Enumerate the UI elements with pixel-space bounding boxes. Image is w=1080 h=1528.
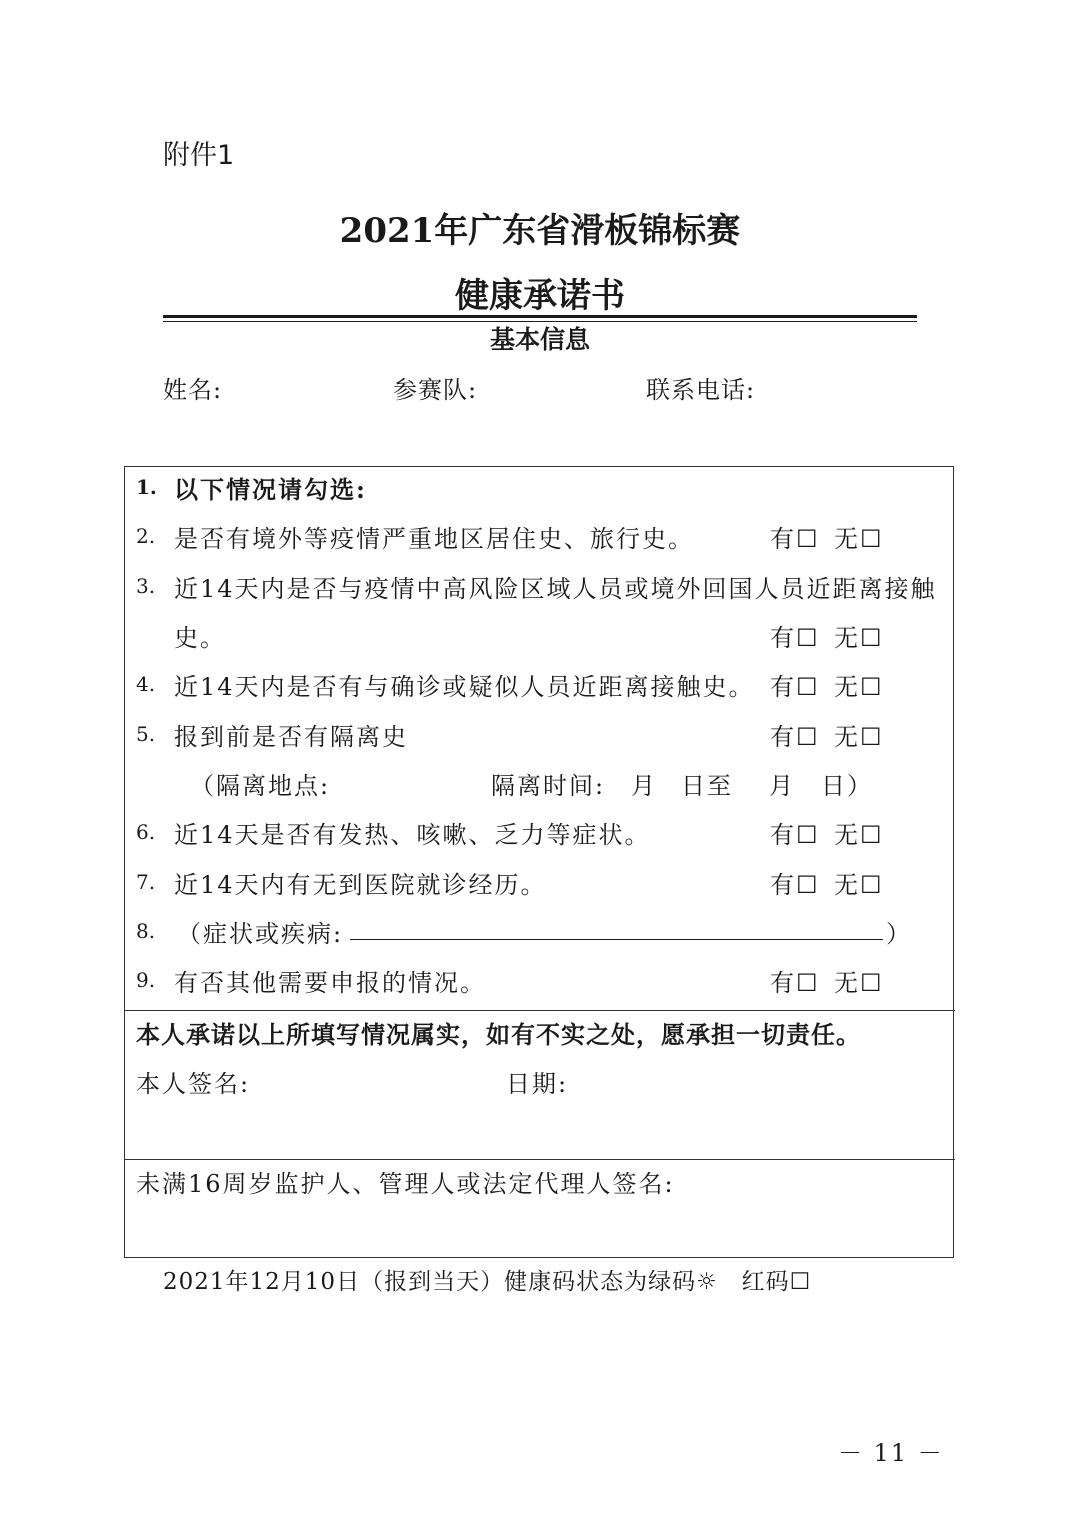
item-3-yes-checkbox[interactable]: 有☐ — [770, 624, 820, 652]
date-label: 日期: — [506, 1070, 569, 1098]
document-title: 2021年广东省滑板锦标赛 — [339, 211, 741, 251]
symptom-fill-line[interactable] — [350, 939, 883, 940]
item-2-yes-checkbox[interactable]: 有☐ — [770, 525, 820, 553]
item-9-text: 有否其他需要申报的情况。 — [174, 969, 486, 997]
item-5-yes-checkbox[interactable]: 有☐ — [770, 723, 820, 751]
item-4-yes-checkbox[interactable]: 有☐ — [770, 673, 820, 701]
item-1-number: 1. — [136, 475, 157, 499]
form-divider-pledge — [124, 1010, 955, 1011]
health-code-statement: 2021年12月10日（报到当天）健康码状态为绿码☼ 红码☐ — [163, 1269, 812, 1295]
isolation-start-day-to: 日至 — [681, 772, 733, 800]
item-5-text: 报到前是否有隔离史 — [174, 723, 408, 751]
item-7-no-checkbox[interactable]: 无☐ — [834, 871, 884, 899]
isolation-end-month: 月 — [769, 772, 795, 800]
title-rule-thick — [163, 315, 917, 318]
isolation-time-label: 隔离时间: — [491, 772, 606, 800]
team-field-label: 参赛队: — [393, 376, 478, 404]
item-6-no-checkbox[interactable]: 无☐ — [834, 821, 884, 849]
item-3-no-checkbox[interactable]: 无☐ — [834, 624, 884, 652]
item-4-text: 近14天内是否有与确诊或疑似人员近距离接触史。 — [174, 673, 755, 701]
item-8-text: （症状或疾病: — [177, 920, 344, 948]
signature-label: 本人签名: — [136, 1070, 251, 1098]
page-number: － 11 － — [838, 1439, 944, 1467]
item-5-number: 5. — [136, 722, 156, 746]
section-heading: 基本信息 — [489, 325, 590, 354]
item-2-no-checkbox[interactable]: 无☐ — [834, 525, 884, 553]
item-4-no-checkbox[interactable]: 无☐ — [834, 673, 884, 701]
isolation-end-day: 日） — [821, 772, 873, 800]
item-9-no-checkbox[interactable]: 无☐ — [834, 969, 884, 997]
item-3-text-continued: 史。 — [174, 624, 226, 652]
document-subtitle: 健康承诺书 — [455, 276, 625, 316]
item-2-text: 是否有境外等疫情严重地区居住史、旅行史。 — [174, 525, 694, 553]
form-divider-guardian — [124, 1159, 955, 1160]
isolation-place-label: （隔离地点: — [190, 772, 331, 800]
item-9-yes-checkbox[interactable]: 有☐ — [770, 969, 820, 997]
item-1-text: 以下情况请勾选: — [174, 475, 367, 504]
item-6-number: 6. — [136, 820, 156, 844]
attachment-label: 附件1 — [163, 140, 235, 171]
isolation-start-month: 月 — [631, 772, 657, 800]
item-3-text: 近14天内是否与疫情中高风险区域人员或境外回国人员近距离接触 — [174, 575, 937, 603]
item-5-no-checkbox[interactable]: 无☐ — [834, 723, 884, 751]
item-3-number: 3. — [136, 574, 156, 598]
item-4-number: 4. — [136, 672, 156, 696]
item-6-yes-checkbox[interactable]: 有☐ — [770, 821, 820, 849]
item-9-number: 9. — [136, 968, 156, 992]
item-7-number: 7. — [136, 870, 156, 894]
phone-field-label: 联系电话: — [646, 376, 756, 404]
guardian-signature-label: 未满16周岁监护人、管理人或法定代理人签名: — [136, 1170, 675, 1198]
pledge-statement: 本人承诺以上所填写情况属实，如有不实之处，愿承担一切责任。 — [136, 1020, 861, 1049]
item-7-text: 近14天内有无到医院就诊经历。 — [174, 871, 547, 899]
item-8-number: 8. — [136, 919, 156, 943]
item-8-close-paren: ） — [886, 920, 912, 948]
item-7-yes-checkbox[interactable]: 有☐ — [770, 871, 820, 899]
item-2-number: 2. — [136, 524, 156, 548]
name-field-label: 姓名: — [163, 376, 223, 404]
item-6-text: 近14天是否有发热、咳嗽、乏力等症状。 — [174, 821, 651, 849]
